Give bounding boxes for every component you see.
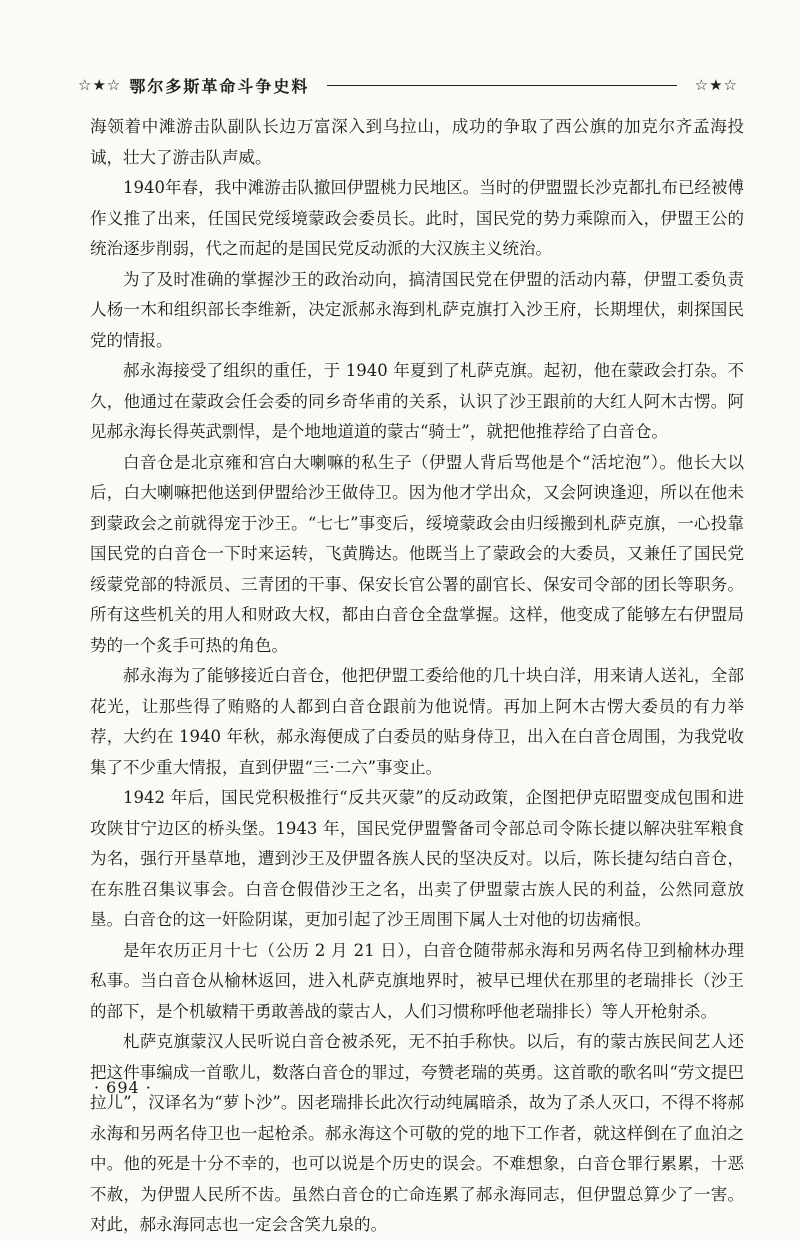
paragraph: 1940年春，我中滩游击队撤回伊盟桃力民地区。当时的伊盟盟长沙克都扎布已经被傅作义推了出来，任国民党绥境蒙政会委员长。此时，国民党的势力乘隙而入，伊盟王公的统治逐步削弱，代之而起的是国民党反动派的大汉族主义统治。	[90, 178, 744, 258]
paragraph: 白音仓是北京雍和宫白大喇嘛的私生子（伊盟人背后骂他是个“活坨泡”）。他长大以后，白大喇嘛把他送到伊盟给沙王做侍卫。因为他才学出众，又会阿谀逢迎，所以在他未到蒙政会之前就得宠于沙王。“七七”事变后，绥境蒙政会由归绥搬到札萨克旗，一心投靠国民党的白音仓一下时来运转，飞黄腾达。他既当上了蒙政会的大委员，又兼任了国民党绥蒙党部的特派员、三青团的干事、保安长官公署的副官长、保安司令部的团长等职务。所有这些机关的用人和财政大权，都由白音仓全盘掌握。这样，他变成了能够左右伊盟局势的一个炙手可热的角色。	[90, 452, 744, 655]
star-ornament-right-icon: ☆★☆	[694, 76, 738, 94]
body-text	[90, 112, 744, 1241]
star-ornament-left-icon: ☆★☆	[78, 76, 122, 94]
running-header	[78, 70, 738, 100]
paragraph: 郝永海为了能够接近白音仓，他把伊盟工委给他的几十块白洋，用来请人送礼，全部花光，让那些得了贿赂的人都到白音仓跟前为他说情。再加上阿木古愣大委员的有力举荐，大约在 1940 年秋，郝永海便成了白委员的贴身侍卫，出入在白音仓周围，为我党收集了不少重大情报，直到伊盟“三·二六”事变止。	[90, 666, 744, 777]
paragraph-continued: 海领着中滩游击队副队长边万富深入到乌拉山，成功的争取了西公旗的加克尔齐孟海投诚，壮大了游击队声威。	[90, 117, 744, 167]
page-number: · 694 ·	[94, 1078, 152, 1097]
paragraph: 1942 年后，国民党积极推行“反共灭蒙”的反动政策，企图把伊克昭盟变成包围和进攻陕甘宁边区的桥头堡。1943 年，国民党伊盟警备司令部总司令陈长捷以解决驻军粮食为名，强行开垦草地，遭到沙王及伊盟各族人民的坚决反对。以后，陈长捷勾结白音仓，在东胜召集议事会。白音仓假借沙王之名，出卖了伊盟蒙古族人民的利益，公然同意放垦。白音仓的这一奸险阴谋，更加引起了沙王周围下属人士对他的切齿痛恨。	[90, 788, 744, 929]
paragraph: 是年农历正月十七（公历 2 月 21 日），白音仓随带郝永海和另两名侍卫到榆林办理私事。当白音仓从榆林返回，进入札萨克旗地界时，被早已埋伏在那里的老瑞排长（沙王的部下，是个机敏精干勇敢善战的蒙古人，人们习惯称呼他老瑞排长）等人开枪射杀。	[90, 940, 744, 1021]
paragraph: 为了及时准确的掌握沙王的政治动向，搞清国民党在伊盟的活动内幕，伊盟工委负责人杨一木和组织部长李维新，决定派郝永海到札萨克旗打入沙王府，长期埋伏，刺探国民党的情报。	[90, 269, 744, 350]
paragraph: 札萨克旗蒙汉人民听说白音仓被杀死，无不拍手称快。以后，有的蒙古族民间艺人还把这件事编成一首歌儿，数落白音仓的罪过，夸赞老瑞的英勇。这首歌的歌名叫“劳文提巴拉儿”，汉译名为“萝卜沙”。因老瑞排长此次行动纯属暗杀，故为了杀人灭口，不得不将郝永海和另两名侍卫也一起枪杀。郝永海这个可敬的党的地下工作者，就这样倒在了血泊之中。他的死是十分不幸的，也可以说是个历史的误会。不难想象，白音仓罪行累累，十恶不赦，为伊盟人民所不齿。虽然白音仓的亡命连累了郝永海同志，但伊盟总算少了一害。对此，郝永海同志也一定会含笑九泉的。	[90, 1032, 744, 1234]
paragraph: 郝永海接受了组织的重任，于 1940 年夏到了札萨克旗。起初，他在蒙政会打杂。不久，他通过在蒙政会任会委的同乡奇华甫的关系，认识了沙王跟前的大红人阿木古愣。阿见郝永海长得英武剽悍，是个地地道道的蒙古“骑士”，就把他推荐给了白音仓。	[90, 361, 744, 441]
running-header-title: 鄂尔多斯革命斗争史料	[129, 76, 310, 96]
header-rule	[327, 85, 676, 86]
